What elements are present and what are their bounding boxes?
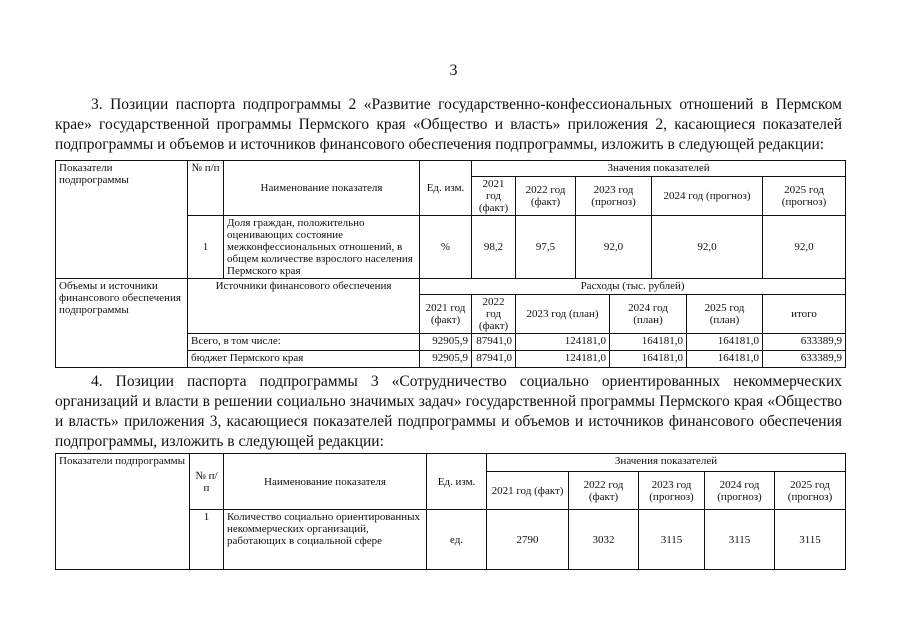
values-header: Значения показателей	[487, 454, 846, 472]
name-header: Наименование показателя	[224, 161, 420, 216]
finance-value: 164181,0	[610, 351, 687, 368]
page-number: 3	[449, 62, 458, 79]
indicator-value: 92,0	[763, 216, 846, 279]
section-3-table	[55, 160, 846, 368]
finance-year-header: 2021 год (факт)	[420, 295, 472, 334]
finance-label: Объемы и источники финансового обеспечения подпрограммы	[56, 279, 188, 368]
year-header: 2022 год (факт)	[569, 472, 639, 510]
finance-year-header: 2024 год (план)	[610, 295, 687, 334]
finance-value: 92905,9	[420, 351, 472, 368]
finance-value: 124181,0	[516, 351, 610, 368]
indicator-value: 97,5	[516, 216, 576, 279]
section-3-paragraph: 3. Позиции паспорта подпрограммы 2 «Развитие государственно-конфессиональных отношений в Пермском крае» государственной программы Пермского края «Общество и власть» приложения 2, касающиеся показателей подпрограммы и объемов и источников финансового обеспечения подпрограммы, изложить в следующей редакции:	[55, 96, 842, 153]
indicator-value: 98,2	[472, 216, 516, 279]
year-header: 2024 год (прогноз)	[705, 472, 775, 510]
year-header: 2023 год (прогноз)	[639, 472, 705, 510]
finance-year-header: итого	[763, 295, 846, 334]
year-header: 2022 год (факт)	[516, 177, 576, 216]
indicators-label: Показатели подпрограммы	[56, 454, 190, 570]
year-header: 2024 год (прогноз)	[652, 177, 763, 216]
indicator-value: 3115	[775, 510, 846, 570]
num-header: № п/п	[190, 454, 224, 510]
year-header: 2021 год (факт)	[472, 177, 516, 216]
finance-year-header: 2022 год (факт)	[472, 295, 516, 334]
finance-row-label: Всего, в том числе:	[188, 334, 420, 351]
year-header: 2021 год (факт)	[487, 472, 569, 510]
finance-year-header: 2023 год (план)	[516, 295, 610, 334]
finance-value: 164181,0	[687, 351, 763, 368]
finance-value: 87941,0	[472, 334, 516, 351]
num-header: № п/п	[188, 161, 224, 216]
indicator-name: Количество социально ориентированных некоммерческих организаций, работающих в социальной сфере	[224, 510, 427, 570]
row-number: 1	[188, 216, 224, 279]
finance-value: 92905,9	[420, 334, 472, 351]
values-header: Значения показателей	[472, 161, 846, 177]
finance-value: 633389,9	[763, 334, 846, 351]
year-header: 2025 год (прогноз)	[775, 472, 846, 510]
finance-value: 124181,0	[516, 334, 610, 351]
sources-header: Источники финансового обеспечения	[188, 279, 420, 334]
finance-year-header: 2025 год (план)	[687, 295, 763, 334]
name-header: Наименование показателя	[224, 454, 427, 510]
indicator-value: 2790	[487, 510, 569, 570]
finance-row-label: бюджет Пермского края	[188, 351, 420, 368]
unit-header: Ед. изм.	[427, 454, 487, 510]
unit-header: Ед. изм.	[420, 161, 472, 216]
indicators-label: Показатели подпрограммы	[56, 161, 188, 279]
section-4-table	[55, 453, 846, 570]
indicator-unit: %	[420, 216, 472, 279]
expenses-header: Расходы (тыс. рублей)	[420, 279, 846, 295]
finance-value: 87941,0	[472, 351, 516, 368]
indicator-value: 3115	[639, 510, 705, 570]
finance-value: 164181,0	[610, 334, 687, 351]
section-4-paragraph: 4. Позиции паспорта подпрограммы 3 «Сотрудничество социально ориентированных некоммерческих организаций и власти в решении социально значимых задач» государственной программы Пермского края «Общество и власть» приложения 3, касающиеся показателей подпрограммы и объемов и источников финансового обеспечения подпрограммы, изложить в следующей редакции:	[55, 373, 842, 450]
indicator-value: 3032	[569, 510, 639, 570]
year-header: 2025 год (прогноз)	[763, 177, 846, 216]
indicator-name: Доля граждан, положительно оценивающих состояние межконфессиональных отношений, в общем количестве взрослого населения Пермского края	[224, 216, 420, 279]
row-number: 1	[190, 510, 224, 570]
finance-value: 633389,9	[763, 351, 846, 368]
finance-value: 164181,0	[687, 334, 763, 351]
indicator-value: 3115	[705, 510, 775, 570]
indicator-unit: ед.	[427, 510, 487, 570]
indicator-value: 92,0	[576, 216, 652, 279]
indicator-value: 92,0	[652, 216, 763, 279]
year-header: 2023 год (прогноз)	[576, 177, 652, 216]
